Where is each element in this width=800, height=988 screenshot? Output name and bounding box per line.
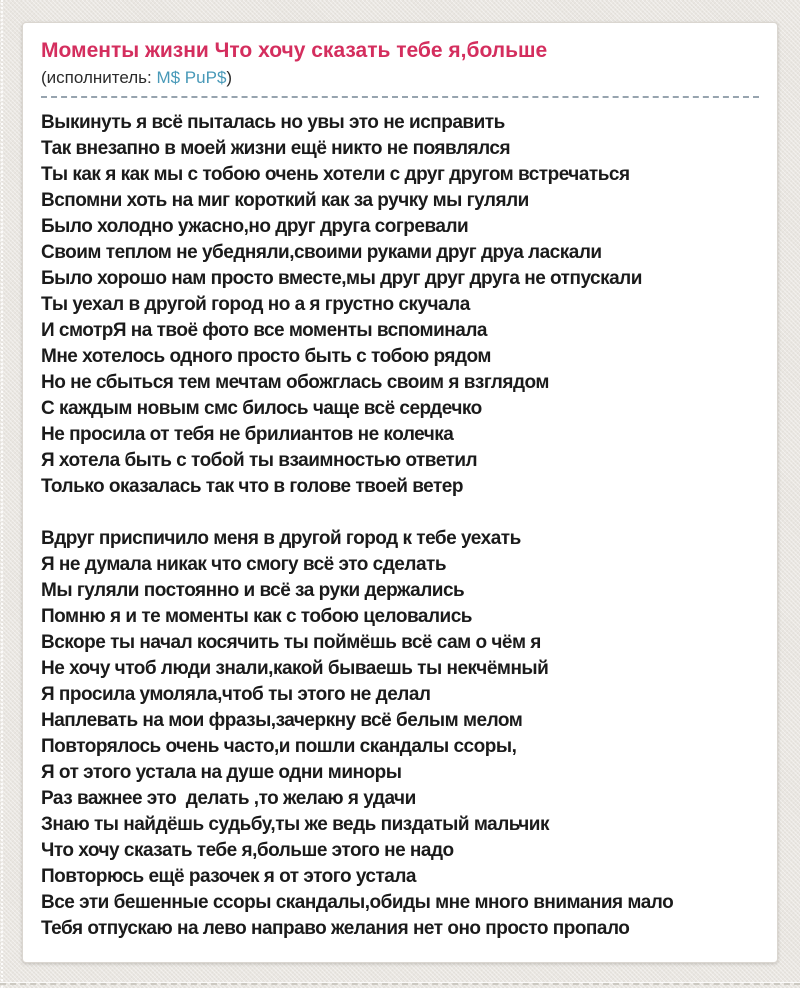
lyric-line: Помню я и те моменты как с тобою целовались [41, 606, 472, 627]
lyric-line: Тебя отпускаю на лево направо желания нет оно просто пропало [41, 918, 630, 939]
background-left-seam [1, 0, 3, 988]
lyric-line: Я от этого устала на душе одни миноры [41, 762, 402, 783]
lyric-line: Мы гуляли постоянно и всё за руки держались [41, 580, 465, 601]
artist-prefix-label: (исполнитель: [41, 68, 157, 87]
lyric-line: Ты уехал в другой город но а я грустно скучала [41, 294, 470, 315]
background-bottom-seam [0, 983, 800, 985]
lyric-line: Что хочу сказать тебе я,больше этого не надо [41, 840, 454, 861]
lyric-line: Ты как я как мы с тобою очень хотели с друг другом встречаться [41, 164, 630, 185]
lyric-line: Я не думала никак что смогу всё это сделать [41, 554, 446, 575]
lyric-line: Так внезапно в моей жизни ещё никто не появлялся [41, 138, 511, 159]
lyric-line: Знаю ты найдёшь судьбу,ты же ведь пиздатый мальчик [41, 814, 549, 835]
lyrics-text-block [23, 98, 777, 942]
lyric-line: Я хотела быть с тобой ты взаимностью ответил [41, 450, 478, 471]
lyric-line: Вспомни хоть на миг короткий как за ручку мы гуляли [41, 190, 529, 211]
lyric-line: Но не сбыться тем мечтам обожглась своим я взглядом [41, 372, 549, 393]
lyric-line: Я просила умоляла,чтоб ты этого не делал [41, 684, 431, 705]
lyric-line: Все эти бешенные ссоры скандалы,обиды мне много внимания мало [41, 892, 674, 913]
lyric-line [41, 500, 759, 526]
lyric-line: Вскоре ты начал косячить ты поймёшь всё сам о чём я [41, 632, 541, 653]
lyric-line: Мне хотелось одного просто быть с тобою рядом [41, 346, 491, 367]
lyric-line: Наплевать на мои фразы,зачеркну всё белым мелом [41, 710, 523, 731]
lyric-line: Не хочу чтоб люди знали,какой бываешь ты некчёмный [41, 658, 549, 679]
lyric-line: Повторялось очень часто,и пошли скандалы ссоры, [41, 736, 517, 757]
lyric-line: Было холодно ужасно,но друг друга согревали [41, 216, 469, 237]
artist-link[interactable]: M$ PuP$ [156, 68, 227, 87]
artist-suffix-label: ) [226, 68, 233, 87]
page-title: Моменты жизни Что хочу сказать тебе я,больше [41, 39, 548, 62]
lyric-line: Не просила от тебя не брилиантов не колечка [41, 424, 454, 445]
lyric-line: Вдруг приспичило меня в другой город к тебе уехать [41, 528, 521, 549]
lyric-line: Повторюсь ещё разочек я от этого устала [41, 866, 417, 887]
artist-line [41, 67, 759, 96]
lyric-line: И смотрЯ на твоё фото все моменты вспоминала [41, 320, 487, 341]
lyric-line: Было хорошо нам просто вместе,мы друг друг друга не отпускали [41, 268, 642, 289]
lyric-line: Только оказалась так что в голове твоей ветер [41, 476, 463, 497]
lyrics-card [22, 22, 778, 963]
lyric-line: Своим теплом не убедняли,своими руками друг друа ласкали [41, 242, 602, 263]
card-header [23, 23, 777, 96]
lyric-line: Выкинуть я всё пыталась но увы это не исправить [41, 112, 505, 133]
lyric-line: Раз важнее это делать ,то желаю я удачи [41, 788, 416, 809]
lyric-line: С каждым новым смс билось чаще всё сердечко [41, 398, 482, 419]
